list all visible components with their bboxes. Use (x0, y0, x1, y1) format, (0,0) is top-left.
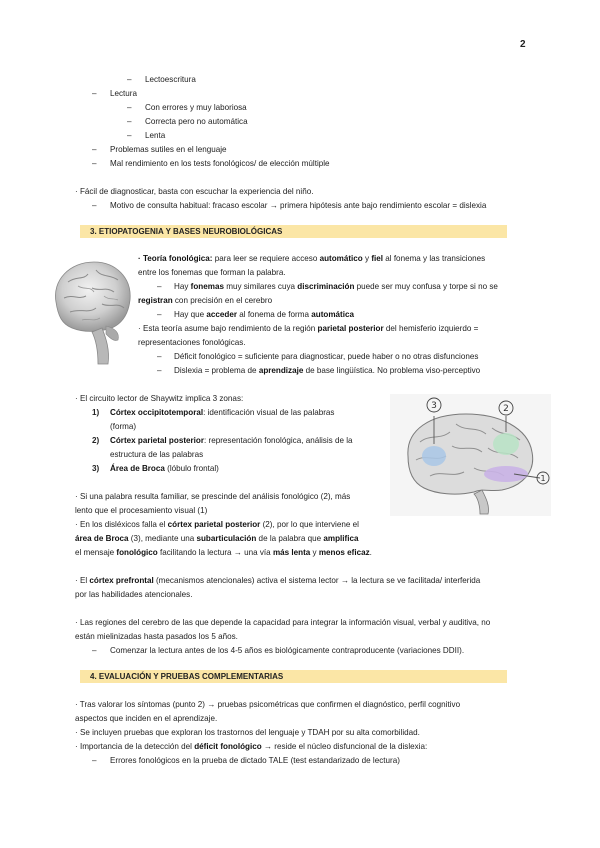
list-dash: – (92, 145, 97, 154)
theory-line: · Teoría fonológica: para leer se requiere acceso automático y fiel al fonema y las transiciones (138, 254, 486, 263)
diagram-label-3: 3 (431, 401, 437, 411)
diagram-label-2: 2 (503, 404, 509, 414)
section-heading-bar (80, 670, 507, 683)
brain-3d-illustration (48, 252, 134, 372)
theory-line: entre los fonemas que forman la palabra. (138, 268, 286, 277)
theory-line: registran con precisión en el cerebro (138, 296, 273, 305)
list-dash: – (92, 89, 97, 98)
paragraph: por las habilidades atencionales. (75, 590, 193, 599)
paragraph: · El córtex prefrontal (mecanismos atencionales) activa el sistema lector → la lectura se ve facilitada/ interferida (75, 576, 481, 585)
paragraph: · Tras valorar los síntomas (punto 2) → pruebas psicométricas que confirmen el diagnóstico, perfil cognitivo (75, 700, 461, 709)
paragraph: el mensaje fonológico facilitando la lectura → una vía más lenta y menos eficaz. (75, 548, 372, 557)
section-heading-bar (80, 225, 507, 238)
list-dash: – (92, 756, 97, 765)
section-heading: 4. EVALUACIÓN Y PRUEBAS COMPLEMENTARIAS (90, 672, 284, 681)
list-item: Problemas sutiles en el lenguaje (110, 145, 227, 154)
paragraph: · Las regiones del cerebro de las que depende la capacidad para integrar la información visual, verbal y auditiva, no (75, 618, 491, 627)
paragraph: · El circuito lector de Shaywitz implica 3 zonas: (75, 394, 244, 403)
paragraph: área de Broca (3), mediante una subarticulación de la palabra que amplifica (75, 534, 359, 543)
zone-item: estructura de las palabras (110, 450, 204, 459)
zone-item: (forma) (110, 422, 137, 431)
paragraph: · Importancia de la detección del déficit fonológico → reside el núcleo disfuncional de la dislexia: (75, 742, 428, 751)
list-number: 2) (92, 436, 100, 445)
paragraph: están mielinizadas hasta pasados los 5 años. (75, 632, 238, 641)
list-dash: – (157, 352, 162, 361)
list-dash: – (157, 310, 162, 319)
diagram-label-1: 1 (540, 474, 546, 483)
theory-line: representaciones fonológicas. (138, 338, 246, 347)
paragraph: · Se incluyen pruebas que exploran los trastornos del lenguaje y TDAH por su alta comorbilidad. (75, 728, 420, 737)
list-dash: – (127, 131, 132, 140)
brain-zones-diagram (390, 394, 551, 516)
page-number: 2 (520, 39, 526, 50)
list-dash: – (127, 75, 132, 84)
paragraph: aspectos que inciden en el aprendizaje. (75, 714, 218, 723)
theory-line: Dislexia = problema de aprendizaje de base lingüística. No problema viso-perceptivo (174, 366, 481, 375)
theory-line: · Esta teoría asume bajo rendimiento de la región parietal posterior del hemisferio izquierdo = (138, 324, 479, 333)
paragraph: · Fácil de diagnosticar, basta con escuchar la experiencia del niño. (75, 187, 314, 196)
paragraph: · Si una palabra resulta familiar, se prescinde del análisis fonológico (2), más (75, 492, 351, 501)
list-dash: – (127, 103, 132, 112)
list-item: Errores fonológicos en la prueba de dictado TALE (test estandarizado de lectura) (110, 756, 400, 765)
list-item: Lenta (145, 131, 166, 140)
list-dash: – (92, 201, 97, 210)
list-item: Correcta pero no automática (145, 117, 248, 126)
zone-item: Córtex parietal posterior: representación fonológica, análisis de la (110, 436, 353, 445)
list-dash: – (157, 366, 162, 375)
list-dash: – (92, 646, 97, 655)
list-item: Lectura (110, 89, 137, 98)
paragraph: lento que el procesamiento visual (1) (75, 506, 208, 515)
list-dash: – (127, 117, 132, 126)
list-item: Motivo de consulta habitual: fracaso escolar → primera hipótesis ante bajo rendimiento escolar = dislexia (110, 201, 487, 210)
list-number: 3) (92, 464, 100, 473)
list-dash: – (92, 159, 97, 168)
paragraph: · En los disléxicos falla el córtex parietal posterior (2), por lo que interviene el (75, 520, 359, 529)
theory-line: Hay fonemas muy similares cuya discriminación puede ser muy confusa y torpe si no se (174, 282, 498, 291)
list-dash: – (157, 282, 162, 291)
list-item: Mal rendimiento en los tests fonológicos/ de elección múltiple (110, 159, 330, 168)
list-item: Lectoescritura (145, 75, 196, 84)
theory-line: Déficit fonológico = suficiente para diagnosticar, puede haber o no otras disfunciones (174, 352, 479, 361)
zone-item: Córtex occipitotemporal: identificación visual de las palabras (110, 408, 335, 417)
theory-line: Hay que acceder al fonema de forma automática (174, 310, 354, 319)
section-heading: 3. ETIOPATOGENIA Y BASES NEUROBIOLÓGICAS (90, 227, 283, 236)
list-item: Comenzar la lectura antes de los 4-5 años es biológicamente contraproducente (variaciones DDII). (110, 646, 465, 655)
list-number: 1) (92, 408, 100, 417)
list-item: Con errores y muy laboriosa (145, 103, 247, 112)
zone-item: Área de Broca (lóbulo frontal) (110, 464, 219, 473)
